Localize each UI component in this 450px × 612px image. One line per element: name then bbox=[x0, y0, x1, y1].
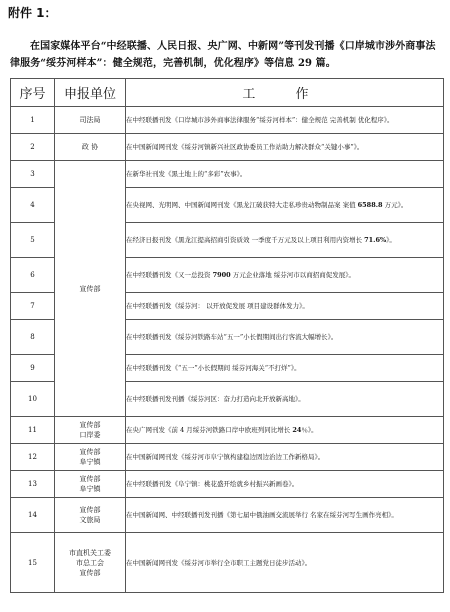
header-unit: 申报单位 bbox=[55, 79, 126, 107]
reporting-unit: 宣传部 文旅局 bbox=[55, 498, 126, 533]
row-number: 8 bbox=[11, 320, 55, 355]
work-description: 在经济日报刊发《黑龙江提高招商引资质效 一季度千万元及以上项目利用内资增长 71.6%》。 bbox=[126, 223, 444, 258]
highlighted-figure: 7900 bbox=[212, 271, 231, 279]
work-description: 在中经联播刊发《绥芬河： 以开放促发展 项目建设群体发力》。 bbox=[126, 293, 444, 320]
highlighted-figure: 6588.8 bbox=[357, 201, 383, 209]
row-number: 1 bbox=[11, 107, 55, 134]
row-number: 11 bbox=[11, 417, 55, 444]
header-num: 序号 bbox=[11, 79, 55, 107]
row-number: 15 bbox=[11, 533, 55, 593]
work-description: 在中国新闻网、中经联播刊发刊播《第七届中俄油画交流展举行 名家在绥芬河写生画作亮相》。 bbox=[126, 498, 444, 533]
table-row bbox=[11, 107, 444, 134]
row-number: 6 bbox=[11, 258, 55, 293]
row-number: 12 bbox=[11, 444, 55, 471]
work-description: 在中经联播刊发《“五一”小长假期间 绥芬河海关“不打烊”》。 bbox=[126, 355, 444, 382]
work-description: 在中经联播刊发《口岸城市涉外商事法律服务“绥芬河样本”：健全规范 完善机制 优化程序》。 bbox=[126, 107, 444, 134]
row-number: 3 bbox=[11, 161, 55, 188]
highlighted-figure: 24 bbox=[292, 426, 302, 434]
row-number: 2 bbox=[11, 134, 55, 161]
table-body bbox=[11, 107, 444, 593]
table-row bbox=[11, 471, 444, 498]
row-number: 7 bbox=[11, 293, 55, 320]
reporting-unit: 市直机关工委 市总工会 宣传部 bbox=[55, 533, 126, 593]
table-header-row bbox=[11, 79, 444, 107]
reporting-unit: 政 协 bbox=[55, 134, 126, 161]
header-work: 工 作 bbox=[126, 79, 444, 107]
work-description: 在中经联播刊发刊播《绥芬河区：奋力打造向北开放新高地》。 bbox=[126, 382, 444, 417]
work-description: 在中国新闻网刊发《绥芬河市阜宁镇构建稳边固边治边工作新格局》。 bbox=[126, 444, 444, 471]
table-row bbox=[11, 444, 444, 471]
highlighted-figure: 71.6% bbox=[364, 236, 387, 244]
work-description: 在央视网、光明网、中国新闻网刊发《黑龙江破获特大走私珍贵动物制品案 案值 6588.8 万元》。 bbox=[126, 188, 444, 223]
row-number: 10 bbox=[11, 382, 55, 417]
report-table bbox=[10, 78, 444, 593]
intro-paragraph: 在国家媒体平台“中经联播、人民日报、央广网、中新网”等刊发刊播《口岸城市涉外商事法律服务“绥芬河样本”：健全规范，完善机制，优化程序》等信息 29 篇。 bbox=[10, 41, 436, 69]
work-description: 在新华社刊发《黑土地上的“多彩”农事》。 bbox=[126, 161, 444, 188]
table-row bbox=[11, 533, 444, 593]
work-description: 在央广网刊发《前 4 月绥芬河铁路口岸中欧班列同比增长 24％》。 bbox=[126, 417, 444, 444]
table-row bbox=[11, 161, 444, 188]
reporting-unit: 宣传部 口岸委 bbox=[55, 417, 126, 444]
work-description: 在中经联播刊发《阜宁镇：桃花盛开绘就乡村振兴新画卷》。 bbox=[126, 471, 444, 498]
row-number: 14 bbox=[11, 498, 55, 533]
row-number: 9 bbox=[11, 355, 55, 382]
work-description: 在中经联播刊发《又一总投资 7900 万元企业落地 绥芬河市以商招商促发展》。 bbox=[126, 258, 444, 293]
row-number: 13 bbox=[11, 471, 55, 498]
row-number: 4 bbox=[11, 188, 55, 223]
reporting-unit: 司法局 bbox=[55, 107, 126, 134]
table-row bbox=[11, 498, 444, 533]
attachment-label: 附件 1： bbox=[8, 6, 57, 20]
work-description: 在中国新闻网刊发《绥芬河市举行全市职工主题党日徒步活动》。 bbox=[126, 533, 444, 593]
reporting-unit: 宣传部 阜宁镇 bbox=[55, 444, 126, 471]
reporting-unit: 宣传部 bbox=[55, 161, 126, 417]
work-description: 在中经联播刊发《绥芬河铁路车站“五一”小长假期间出行客流大幅增长》。 bbox=[126, 320, 444, 355]
row-number: 5 bbox=[11, 223, 55, 258]
reporting-unit: 宣传部 阜宁镇 bbox=[55, 471, 126, 498]
work-description: 在中国新闻网刊发《绥芬河镇新兴社区政协委员工作站助力解决群众“关键小事”》。 bbox=[126, 134, 444, 161]
table-row bbox=[11, 417, 444, 444]
table-row bbox=[11, 134, 444, 161]
